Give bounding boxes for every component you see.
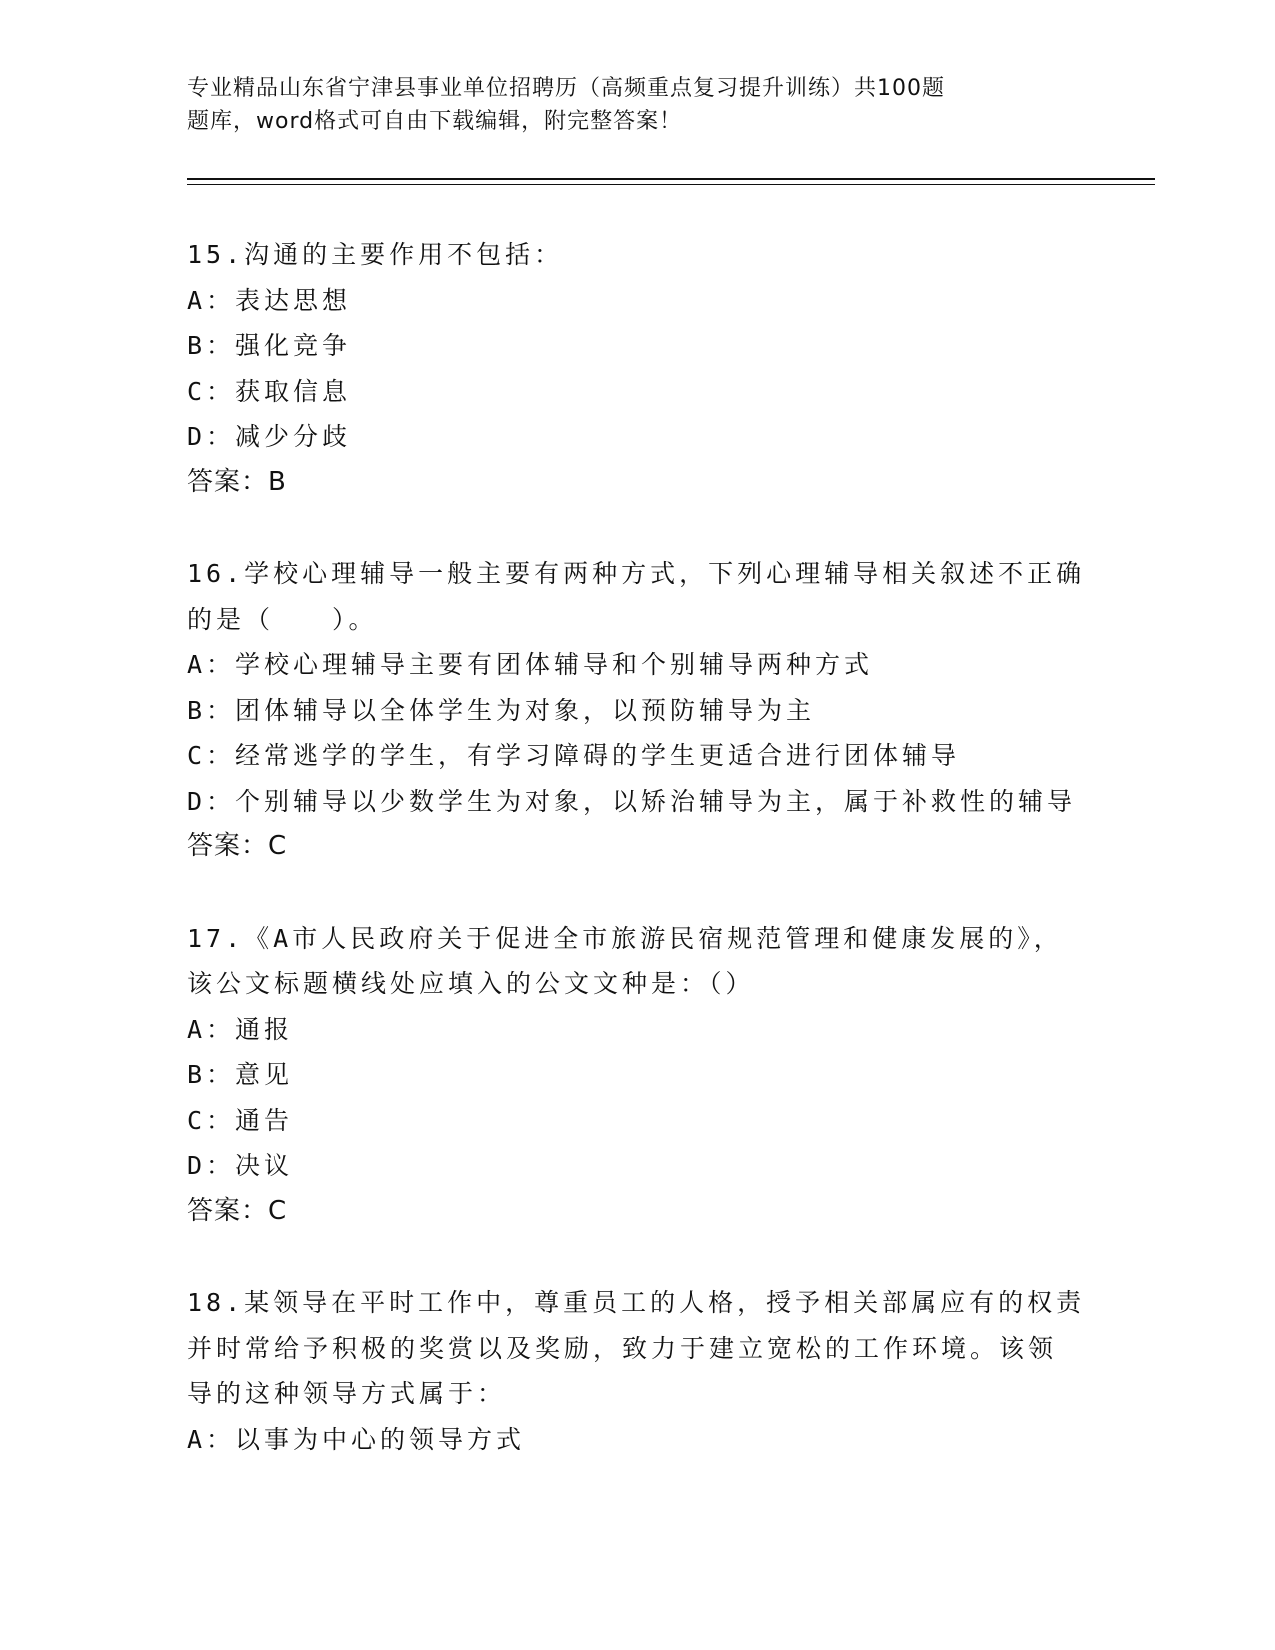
option-c: C：获取信息 — [187, 376, 352, 406]
option-a: A：学校心理辅导主要有团体辅导和个别辅导两种方式 — [187, 650, 874, 679]
question-stem: 17.《A市人民政府关于促进全市旅游民宿规范管理和健康发展的》， — [187, 923, 1063, 953]
answer: 答案：B — [187, 466, 287, 497]
header-divider — [187, 178, 1155, 180]
option-a: A：通报 — [187, 1014, 294, 1044]
option-d: D：决议 — [187, 1151, 294, 1180]
question-stem-cont: 导的这种领导方式属于： — [187, 1379, 507, 1408]
option-b: B：团体辅导以全体学生为对象，以预防辅导为主 — [187, 695, 816, 725]
answer: 答案：C — [187, 1195, 288, 1226]
document-header — [187, 72, 1027, 138]
question-list — [187, 232, 1087, 1508]
option-c: C：通告 — [187, 1105, 294, 1135]
question-16 — [187, 551, 1087, 870]
question-stem-cont: 该公文标题横线处应填入的公文文种是：（） — [187, 969, 755, 998]
question-stem-cont: 的是（ ）。 — [187, 604, 378, 634]
header-line-2: 题库，word格式可自由下载编辑，附完整答案！ — [187, 109, 683, 134]
header-line-1: 专业精品山东省宁津县事业单位招聘历（高频重点复习提升训练）共100题 — [187, 76, 945, 101]
question-stem: 15.沟通的主要作用不包括： — [187, 240, 564, 269]
question-stem-cont: 并时常给予积极的奖赏以及奖励，致力于建立宽松的工作环境。该领 — [187, 1333, 1058, 1363]
option-a: A：表达思想 — [187, 285, 352, 315]
question-stem: 18.某领导在平时工作中，尊重员工的人格，授予相关部属应有的权责 — [187, 1288, 1086, 1317]
option-b: B：意见 — [187, 1060, 294, 1089]
answer: 答案：C — [187, 831, 288, 861]
option-d: D：个别辅导以少数学生为对象，以矫治辅导为主，属于补救性的辅导 — [187, 786, 1077, 816]
question-18 — [187, 1280, 1087, 1462]
question-stem: 16.学校心理辅导一般主要有两种方式，下列心理辅导相关叙述不正确 — [187, 559, 1086, 588]
option-c: C：经常逃学的学生，有学习障碍的学生更适合进行团体辅导 — [187, 741, 961, 770]
option-d: D：减少分歧 — [187, 422, 352, 451]
option-a: A：以事为中心的领导方式 — [187, 1424, 526, 1454]
option-b: B：强化竞争 — [187, 331, 352, 360]
header-divider-thin — [187, 184, 1155, 185]
question-15 — [187, 232, 1087, 505]
question-17 — [187, 916, 1087, 1235]
